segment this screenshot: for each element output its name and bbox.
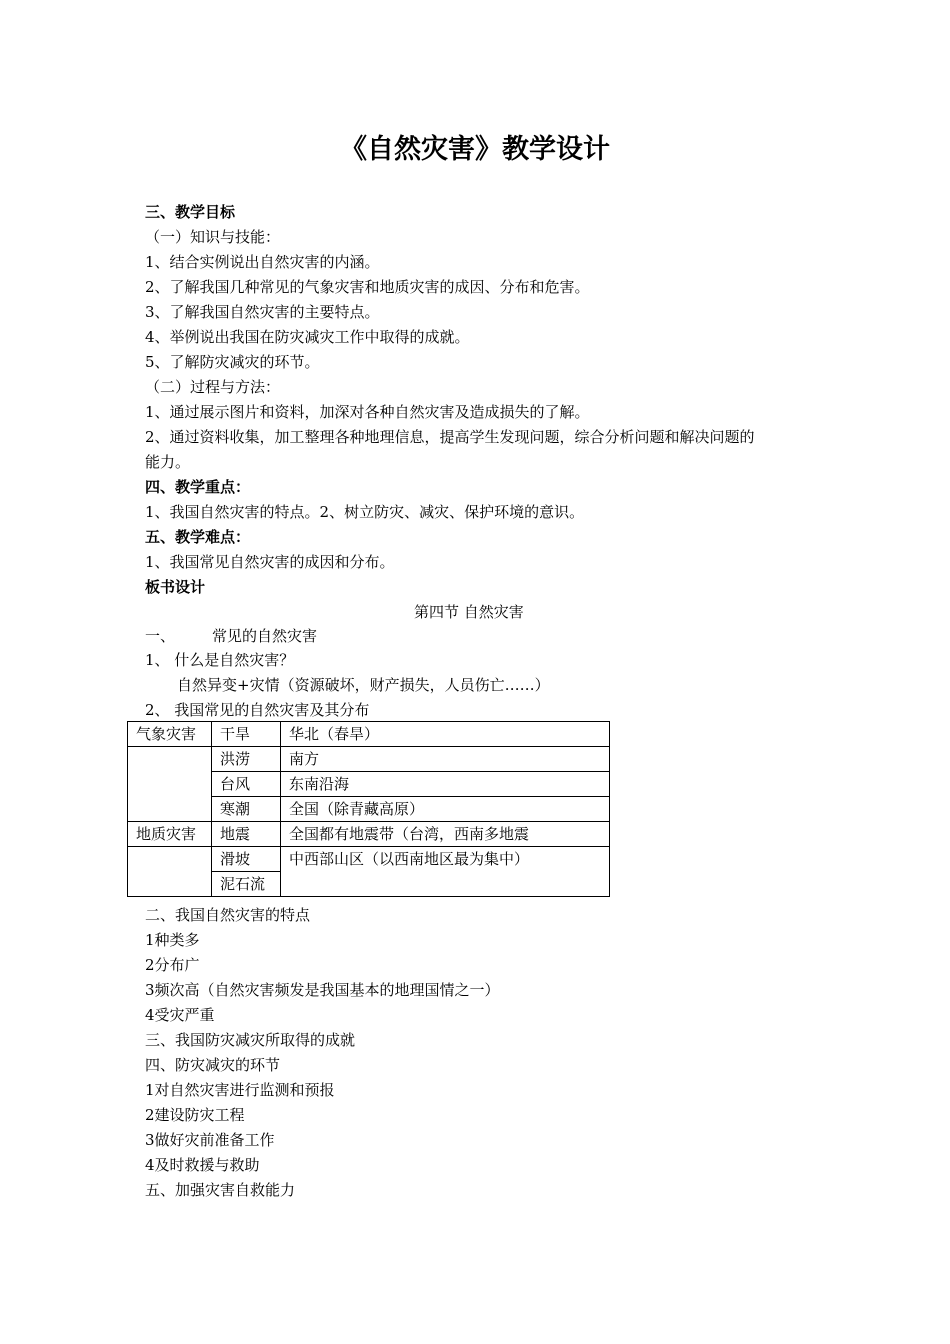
distribution-cell: 南方 (281, 747, 610, 772)
objective-item: 1、结合实例说出自然灾害的内涵。 (145, 253, 380, 271)
objective-item: 2、了解我国几种常见的气象灾害和地质灾害的成因、分布和危害。 (145, 278, 590, 296)
distribution-cell: 全国（除青藏高原） (281, 797, 610, 822)
disaster-type-cell: 干旱 (212, 722, 281, 747)
process-item: 1、通过展示图片和资料，加深对各种自然灾害及造成损失的了解。 (145, 403, 590, 421)
objective-item: 5、了解防灾减灾的环节。 (145, 353, 320, 371)
link-item: 4及时救援与救助 (145, 1156, 260, 1174)
board-question: 2、 我国常见的自然灾害及其分布 (145, 701, 370, 719)
document-title: 《自然灾害》教学设计 (340, 134, 610, 165)
board-design-heading: 板书设计 (145, 578, 206, 596)
board-item-text: 常见的自然灾害 (212, 627, 318, 645)
difficulties-text: 1、我国常见自然灾害的成因和分布。 (145, 553, 395, 571)
board-question: 1、 什么是自然灾害？ (145, 651, 295, 669)
disaster-type-cell: 台风 (212, 772, 281, 797)
board-section-title: 第四节 自然灾害 (414, 603, 524, 621)
objective-item: 3、了解我国自然灾害的主要特点。 (145, 303, 380, 321)
process-item-continued: 能力。 (145, 453, 191, 471)
category-cell: 气象灾害 (128, 722, 212, 747)
table-row (128, 747, 610, 772)
board-item-number: 一、 (145, 627, 176, 645)
section-key-points-heading: 四、教学重点： (145, 478, 251, 496)
distribution-cell: 华北（春旱） (281, 722, 610, 747)
category-cell-empty (128, 847, 212, 897)
disaster-type-cell: 泥石流 (212, 872, 281, 897)
table-row (128, 822, 610, 847)
disaster-distribution-table (127, 721, 610, 897)
category-cell: 地质灾害 (128, 822, 212, 847)
board-item: 四、防灾减灾的环节 (145, 1056, 281, 1074)
link-item: 1对自然灾害进行监测和预报 (145, 1081, 335, 1099)
table-row (128, 722, 610, 747)
distribution-cell: 中西部山区（以西南地区最为集中） (281, 847, 610, 897)
process-item: 2、通过资料收集，加工整理各种地理信息，提高学生发现问题，综合分析问题和解决问题的 (145, 428, 755, 446)
disaster-type-cell: 地震 (212, 822, 281, 847)
board-item: 五、加强灾害自救能力 (145, 1181, 296, 1199)
feature-item: 4受灾严重 (145, 1006, 215, 1024)
feature-item: 3频次高（自然灾害频发是我国基本的地理国情之一） (145, 981, 500, 999)
distribution-cell: 全国都有地震带（台湾，西南多地震 (281, 822, 610, 847)
distribution-cell: 东南沿海 (281, 772, 610, 797)
link-item: 2建设防灾工程 (145, 1106, 245, 1124)
objective-item: 4、举例说出我国在防灾减灾工作中取得的成就。 (145, 328, 470, 346)
category-cell-empty (128, 747, 212, 822)
section-difficulties-heading: 五、教学难点： (145, 528, 251, 546)
board-item: 二、我国自然灾害的特点 (145, 906, 311, 924)
feature-item: 1种类多 (145, 931, 200, 949)
disaster-type-cell: 寒潮 (212, 797, 281, 822)
board-item: 三、我国防灾减灾所取得的成就 (145, 1031, 356, 1049)
table-row (128, 847, 610, 872)
disaster-type-cell: 洪涝 (212, 747, 281, 772)
subheading-process-methods: （二）过程与方法： (145, 378, 281, 396)
feature-item: 2分布广 (145, 956, 200, 974)
disaster-type-cell: 滑坡 (212, 847, 281, 872)
board-answer: 自然异变+灾情（资源破坏，财产损失，人员伤亡……） (177, 676, 550, 694)
link-item: 3做好灾前准备工作 (145, 1131, 275, 1149)
subheading-knowledge-skills: （一）知识与技能： (145, 228, 281, 246)
section-objectives-heading: 三、教学目标 (145, 203, 236, 221)
key-points-text: 1、我国自然灾害的特点。2、树立防灾、减灾、保护环境的意识。 (145, 503, 585, 521)
